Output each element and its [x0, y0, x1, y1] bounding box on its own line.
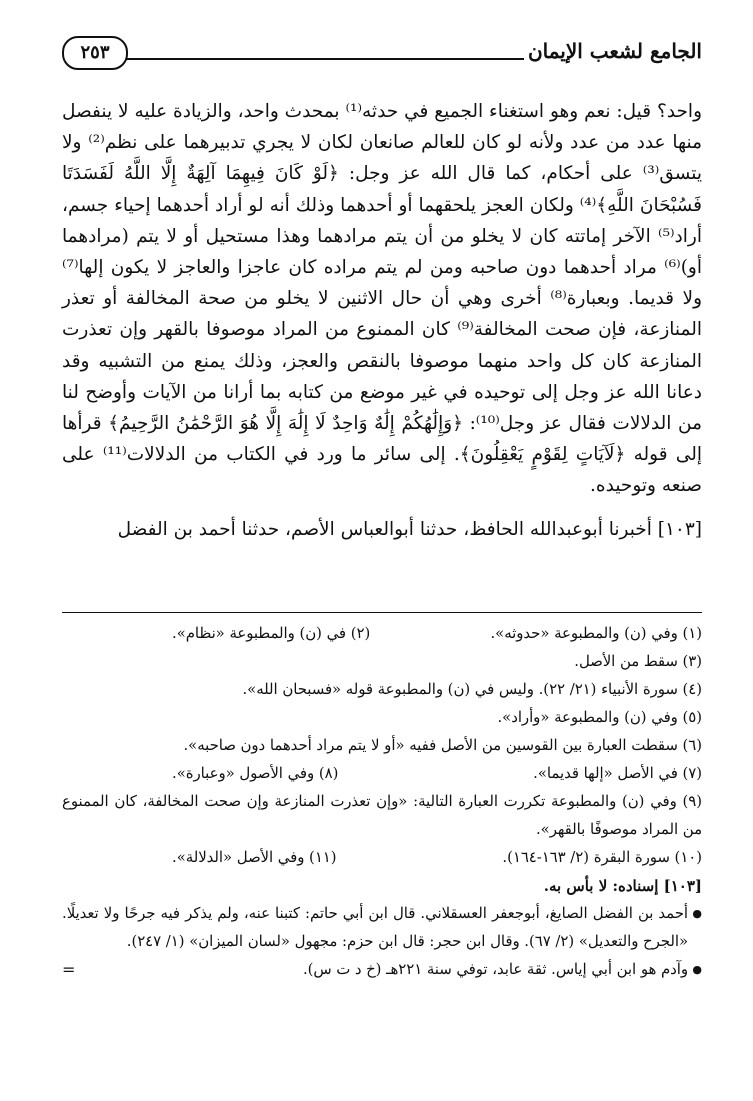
page-number: ٢٥٣ — [62, 36, 128, 70]
continuation-mark: = — [62, 960, 76, 979]
footnote-9: (٩) وفي (ن) والمطبوعة تكررت العبارة التالية: «وإن تعذرت المنازعة وإن صحت المخالفة، كان الممنوع من المراد موصوفًا بالقهر». — [62, 793, 702, 838]
isnad-note-adam: ● وآدم هو ابن أبي إياس. ثقة عابد، توفي سنة ٢٢١هـ (خ د ت س). — [62, 956, 702, 984]
footnote-8: (٨) وفي الأصول «وعبارة». — [172, 765, 339, 782]
footnote-separator — [62, 612, 702, 613]
main-text — [62, 96, 702, 545]
isnad-note-ahmad: ● أحمد بن الفضل الصايغ، أبوجعفر العسقلاني. قال ابن أبي حاتم: كتبنا عنه، ولم يذكر فيه جرحًا ولا تعديلًا. «الجرح والتعديل» (٢/ ٦٧). وقال ابن حجر: قال ابن حزم: مجهول «لسان الميزان» (١/ ٢٤٧). — [62, 900, 702, 956]
footnote-6: (٦) سقطت العبارة بين القوسين من الأصل ففيه «أو لا يتم مراد أحدهما دون صاحبه». — [183, 737, 702, 754]
footnote-10: (١٠) سورة البقرة (٢/ ١٦٣-١٦٤). — [502, 849, 702, 866]
page-header — [62, 30, 702, 78]
isnad-title: [١٠٣] إسناده: لا بأس به. — [543, 877, 702, 895]
header-rule — [126, 58, 524, 60]
running-title: الجامع لشعب الإيمان — [527, 39, 702, 63]
footnote-7: (٧) في الأصل «إلها قديما». — [533, 765, 702, 782]
hadith-103-chain: [١٠٣] أخبرنا أبوعبدالله الحافظ، حدثنا أبوالعباس الأصم، حدثنا أحمد بن الفضل — [117, 518, 702, 540]
footnote-4: (٤) سورة الأنبياء (٢١/ ٢٢). وليس في (ن) والمطبوعة قوله «فسبحان الله». — [242, 681, 702, 698]
footnote-1: (١) وفي (ن) والمطبوعة «حدوثه». — [490, 625, 702, 642]
main-paragraph: واحد؟ قيل: نعم وهو استغناء الجميع في حدثه⁽¹⁾ بمحدث واحد، والزيادة عليه لا ينفصل منها عدد من عدد ولأنه لو كان للعالم صانعان لكان لا يجري تدبيرهما على نظم⁽²⁾ ولا يتسق⁽³⁾ على أحكام، كما قال الله عز وجل: ﴿لَوْ كَانَ فِيهِمَا آلِهَةٌ إِلَّا اللَّهُ لَفَسَدَتَا فَسُبْحَانَ اللَّهِ﴾⁽⁴⁾ ولكان العجز يلحقهما أو أحدهما وذلك أنه لو أراد أحدهما إحياء جسم، أراد⁽⁵⁾ الآخر إماتته كان لا يخلو من أن يتم مرادهما وهذا مستحيل أو لا يتم (مرادهما أو)⁽⁶⁾ مراد أحدهما دون صاحبه ومن لم يتم مراده كان عاجزا والعاجز لا يكون إلها⁽⁷⁾ ولا قديما. وبعبارة⁽⁸⁾ أخرى وهي أن حال الاثنين لا يخلو من صحة المخالفة أو تعذر المنازعة، فإن صحت المخالفة⁽⁹⁾ كان الممنوع من المراد موصوفا بالقهر وإن تعذرت المنازعة كان كل واحد منهما موصوفا بالنقص والعجز، وذلك يمنع من التشبيه وقد دعانا الله عز وجل إلى توحيده في غير موضع من كتابه بما أرانا من الآيات وأوضح لنا من الدلالات فقال عز وجل⁽¹⁰⁾: ﴿وَإِلَٰهُكُمْ إِلَٰهٌ وَاحِدٌ لَا إِلَٰهَ إِلَّا هُوَ الرَّحْمَٰنُ الرَّحِيمُ﴾ قرأها إلى قوله ﴿لَآيَاتٍ لِقَوْمٍ يَعْقِلُونَ﴾. إلى سائر ما ورد في الكتاب من الدلالات⁽¹¹⁾ على صنعه وتوحيده. — [62, 101, 703, 497]
footnote-row — [62, 620, 702, 648]
footnote-2: (٢) في (ن) والمطبوعة «نظام». — [172, 625, 371, 642]
footnote-5: (٥) وفي (ن) والمطبوعة «وأراد». — [497, 709, 702, 726]
footnotes — [62, 620, 702, 984]
isnad-note-row — [62, 956, 702, 984]
footnote-3: (٣) سقط من الأصل. — [574, 653, 702, 670]
footnote-row — [62, 760, 702, 788]
footnote-row — [62, 844, 702, 872]
footnote-11: (١١) وفي الأصل «الدلالة». — [172, 849, 337, 866]
